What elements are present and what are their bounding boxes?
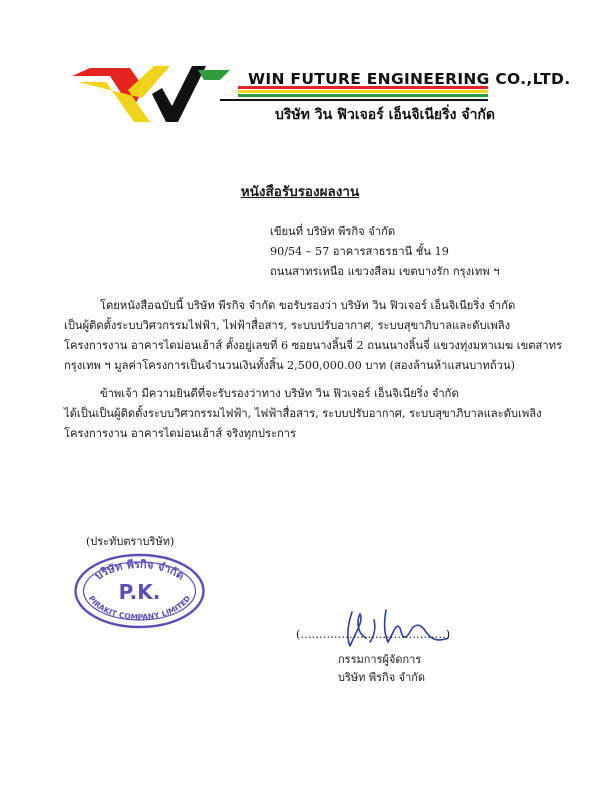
stamp-top-text: บริษัท พีรกิจ จำกัด (92, 557, 187, 583)
paragraph-1-line: โดยหนังสือฉบับนี้ บริษัท พีรกิจ จำกัด ขอรับรองว่า บริษัท วิน ฟิวเจอร์ เอ็นจิเนียริ่ง จำกัด (100, 299, 516, 312)
logo-stripe-green (238, 94, 488, 97)
logo-stripe-yellow (238, 90, 488, 93)
paragraph-1-line: โครงการงาน อาคารไดม่อนเฮ้าส์ ตั้งอยู่เลขที่ 6 ซอยนางลิ้นจี่ 2 ถนนนางลิ้นจี่ แขวงทุ่งมหาเมฆ เขตสาทร (64, 339, 563, 352)
logo-green-stroke (198, 70, 230, 80)
signature-line: (…………………………………) (296, 628, 451, 641)
document-title: หนังสือรับรองผลงาน (240, 184, 360, 200)
stamp-center-text: P.K. (118, 580, 161, 604)
handwritten-signature (330, 602, 460, 652)
address-line-3: ถนนสาทรเหนือ แขวงสีลม เขตบางรัก กรุงเทพ ฯ (270, 265, 500, 278)
company-name-th: บริษัท วิน ฟิวเจอร์ เอ็นจิเนียริ่ง จำกัด (275, 107, 495, 123)
paragraph-2-line: ข้าพเจ้า มีความยินดีที่จะรับรองว่าทาง บริษัท วิน ฟิวเจอร์ เอ็นจิเนียริ่ง จำกัด (100, 387, 459, 400)
signatory-position: กรรมการผู้จัดการ (338, 653, 422, 666)
signatory-company: บริษัท พีรกิจ จำกัด (338, 671, 426, 684)
stamp-note: (ประทับตราบริษัท) (86, 535, 175, 548)
paragraph-2 (64, 384, 564, 444)
paragraph-1-line: กรุงเทพ ฯ มูลค่าโครงการเป็นจำนวนเงินทั้งสิ้น 2,500,000.00 บาท (สองล้านห้าแสนบาทถ้วน) (64, 359, 515, 372)
paragraph-1 (64, 296, 564, 376)
logo-stripe-black (220, 99, 488, 101)
paragraph-2-line: โครงการงาน อาคารไดม่อนเฮ้าส์ จริงทุกประการ (64, 427, 297, 440)
stamp-bottom-text: PIRAKIT COMPANY LIMITED (86, 593, 193, 622)
company-stamp (72, 552, 207, 630)
company-name-en: WIN FUTURE ENGINEERING CO.,LTD. (248, 70, 571, 88)
paragraph-2-line: ได้เป็นเป็นผู้ติดตั้งระบบวิศวกรรมไฟฟ้า, ไฟฟ้าสื่อสาร, ระบบปรับอากาศ, ระบบสุขาภิบาลและดับเพลิง (64, 407, 542, 420)
address-line-2: 90/54 – 57 อาคารสาธรธานี ชั้น 19 (270, 245, 449, 258)
address-line-1: เขียนที่ บริษัท พีรกิจ จำกัด (270, 225, 396, 238)
paragraph-1-line: เป็นผู้ติดตั้งระบบวิศวกรรมไฟฟ้า, ไฟฟ้าสื่อสาร, ระบบปรับอากาศ, ระบบสุขาภิบาลและดับเพลิง (64, 319, 511, 332)
